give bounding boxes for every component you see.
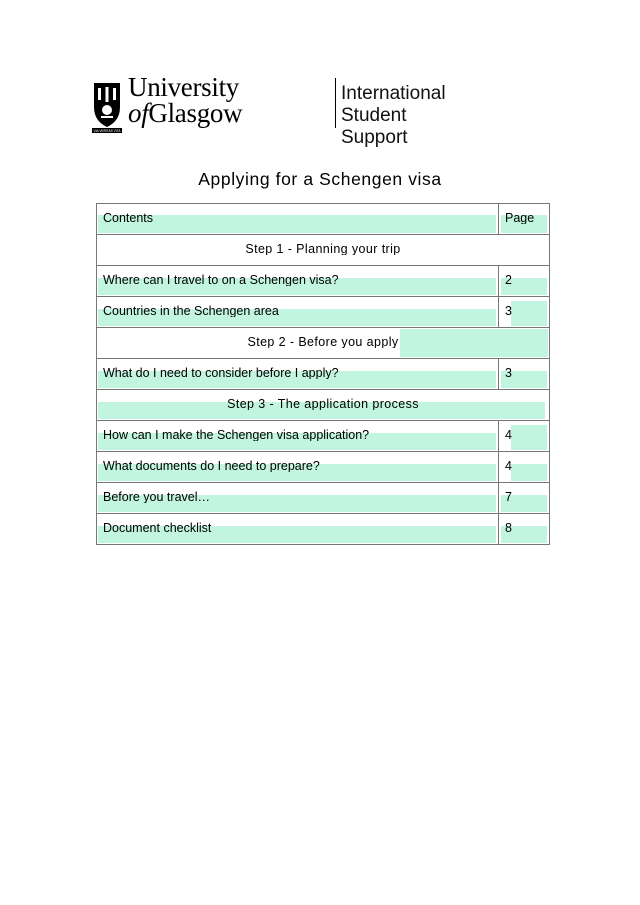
section-row (97, 390, 550, 421)
entry-page: 3 (505, 304, 512, 317)
entry-page-cell (499, 421, 550, 452)
entry-page: 7 (505, 490, 512, 503)
entry-page: 2 (505, 273, 512, 286)
entry-link[interactable]: How can I make the Schengen visa application? (103, 428, 370, 441)
entry-link[interactable]: Before you travel… (103, 490, 210, 503)
section-label: Step 2 - Before you apply (247, 335, 399, 348)
university-name-line2 (128, 100, 242, 127)
entry-label-cell (97, 452, 499, 483)
section-label: Step 1 - Planning your trip (245, 242, 401, 255)
entry-label-cell (97, 297, 499, 328)
university-wordmark (128, 74, 242, 127)
entry-page: 4 (505, 459, 512, 472)
section-row (97, 328, 550, 359)
table-header-row (97, 204, 550, 235)
header-page-cell (499, 204, 550, 235)
entry-page: 4 (505, 428, 512, 441)
table-row (97, 514, 550, 545)
contents-table (96, 203, 550, 545)
crest-motto: VIA VERITAS VITA (93, 129, 121, 133)
table-row (97, 452, 550, 483)
table-row (97, 297, 550, 328)
entry-page-cell (499, 297, 550, 328)
university-name-line1: University (128, 72, 239, 102)
table-row (97, 421, 550, 452)
entry-label-cell (97, 483, 499, 514)
entry-link[interactable]: What documents do I need to prepare? (103, 459, 320, 472)
section-cell (97, 390, 550, 421)
table-row (97, 359, 550, 390)
crest-icon (92, 81, 122, 133)
entry-page: 8 (505, 521, 512, 534)
section-label: Step 3 - The application process (227, 397, 419, 410)
department-line2: Student Support (341, 105, 408, 148)
page-title: Applying for a Schengen visa (198, 169, 442, 189)
entry-page-cell (499, 266, 550, 297)
university-name-of: of (128, 98, 149, 128)
section-row (97, 235, 550, 266)
header-contents: Contents (103, 211, 154, 224)
entry-link[interactable]: What do I need to consider before I apply? (103, 366, 339, 379)
header-contents-cell (97, 204, 499, 235)
university-logo (92, 72, 446, 148)
logo-divider (335, 78, 336, 128)
entry-page-cell (499, 359, 550, 390)
entry-page-cell (499, 514, 550, 545)
entry-page-cell (499, 452, 550, 483)
table-row (97, 483, 550, 514)
section-cell (97, 328, 550, 359)
department-line1: International (341, 83, 446, 104)
entry-label-cell (97, 421, 499, 452)
entry-page-cell (499, 483, 550, 514)
entry-page: 3 (505, 366, 512, 379)
section-cell (97, 235, 550, 266)
entry-label-cell (97, 266, 499, 297)
header-page: Page (505, 211, 535, 224)
university-name-glasgow: Glasgow (148, 98, 243, 128)
entry-link[interactable]: Where can I travel to on a Schengen visa? (103, 273, 339, 286)
entry-link[interactable]: Countries in the Schengen area (103, 304, 279, 317)
entry-label-cell (97, 359, 499, 390)
department-name (341, 83, 446, 149)
entry-label-cell (97, 514, 499, 545)
table-row (97, 266, 550, 297)
entry-link[interactable]: Document checklist (103, 521, 212, 534)
